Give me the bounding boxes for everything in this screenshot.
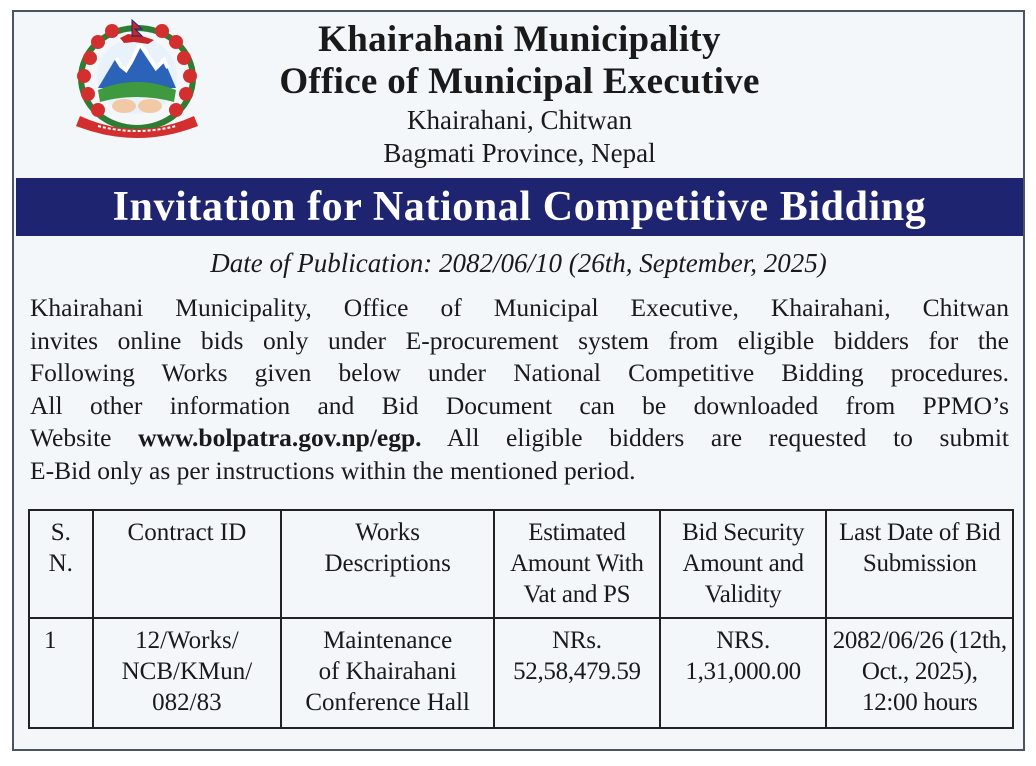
header-estimated-amount: Estimated Amount With Vat and PS	[494, 510, 660, 618]
body-line: Following Works given below under National Competitive Bidding procedures.	[30, 358, 1009, 388]
header-text	[14, 20, 1023, 170]
header-works-descriptions: Works Descriptions	[281, 510, 494, 618]
notice-title-banner: Invitation for National Competitive Bidding	[16, 178, 1023, 236]
cell-contract-id: 12/Works/ NCB/KMun/ 082/83	[93, 618, 282, 728]
cell-bid-security: NRS. 1,31,000.00	[660, 618, 827, 728]
header-contract-id: Contract ID	[93, 510, 282, 618]
publication-date-value: 2082/06/10 (26th, September, 2025)	[432, 248, 827, 278]
website-suffix: All eligible bidders are requested to submit	[421, 423, 1009, 453]
publication-date-label: Date of Publication:	[210, 248, 433, 278]
table-row	[29, 618, 1013, 728]
header-bid-security: Bid Security Amount and Validity	[660, 510, 827, 618]
bid-table	[28, 509, 1014, 729]
body-line	[30, 422, 1009, 455]
address-line-2: Bagmati Province, Nepal	[383, 138, 656, 168]
body-line: All other information and Bid Document can be downloaded from PPMO’s	[30, 390, 1009, 420]
cell-sn: 1	[29, 618, 93, 728]
cell-works-description: Maintenance of Khairahani Conference Hall	[281, 618, 494, 728]
header-sn: S. N.	[29, 510, 93, 618]
address-line-1: Khairahani, Chitwan	[407, 105, 632, 135]
body-line: E-Bid only as per instructions within the mentioned period.	[30, 455, 636, 485]
cell-estimated-amount: NRs. 52,58,479.59	[494, 618, 660, 728]
body-line: invites online bids only under E-procurement system from eligible bidders for the	[30, 325, 1009, 355]
bolpatra-website-link[interactable]: www.bolpatra.gov.np/egp.	[138, 423, 422, 453]
notice-body	[30, 292, 1009, 488]
body-line: Khairahani Municipality, Office of Municipal Executive, Khairahani, Chitwan	[30, 293, 1009, 322]
tender-notice	[12, 10, 1025, 751]
municipality-name: Khairahani Municipality	[318, 19, 721, 60]
notice-header	[14, 12, 1023, 178]
website-prefix: Website	[30, 423, 139, 453]
cell-last-date: 2082/06/26 (12th, Oct., 2025), 12:00 hours	[826, 618, 1013, 728]
publication-date	[14, 246, 1023, 280]
header-last-date: Last Date of Bid Submission	[826, 510, 1013, 618]
table-header-row	[29, 510, 1013, 618]
office-name: Office of Municipal Executive	[279, 61, 760, 102]
